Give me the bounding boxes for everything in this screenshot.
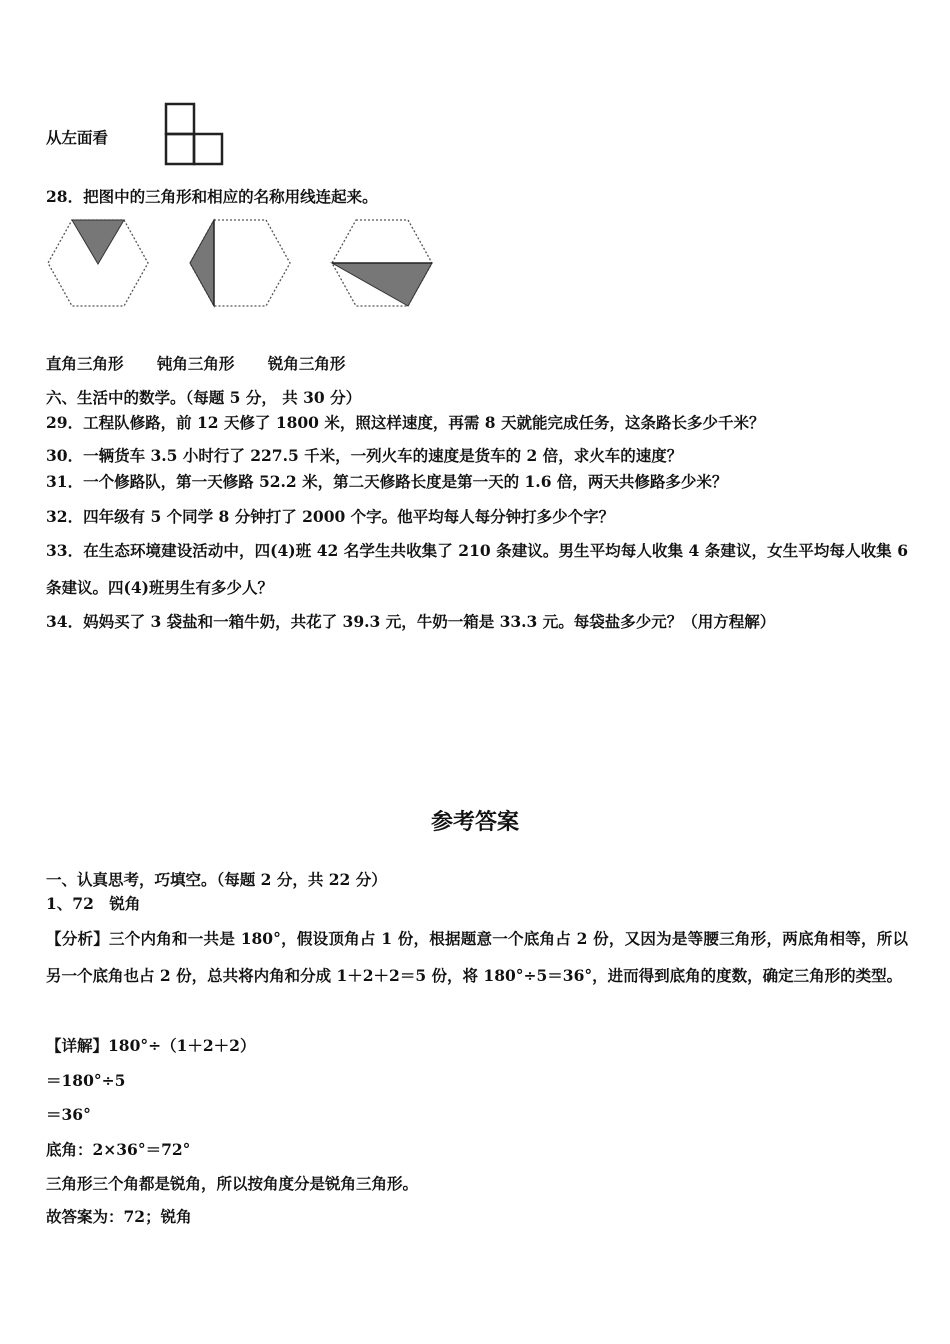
name-acute-triangle: 锐角三角形 — [267, 354, 346, 373]
analysis-paragraph: 【分析】三个内角和一共是 180°，假设顶角占 1 份，根据题意一个底角占 2 份，又因为是等腰三角形，两底角相等，所以另一个底角也占 2 份，总共将内角和分成 1＋2＋2＝5 份，将 180°÷5＝36°，进而得到底角的度数，确定三角形的类型。 — [46, 929, 908, 985]
name-obtuse-triangle: 钝角三角形 — [156, 354, 235, 373]
question-28: 28．把图中的三角形和相应的名称用线连起来。 — [46, 187, 378, 206]
detail-line-1: 【详解】180°÷（1＋2＋2） — [46, 1036, 256, 1055]
detail-line-5: 三角形三个角都是锐角，所以按角度分是锐角三角形。 — [46, 1174, 419, 1193]
question-32: 32．四年级有 5 个同学 8 分钟打了 2000 个字。他平均每人每分钟打多少个字？ — [46, 507, 615, 526]
detail-line-3: ＝36° — [46, 1105, 91, 1124]
question-34: 34．妈妈买了 3 袋盐和一箱牛奶，共花了 39.3 元，牛奶一箱是 33.3 元。每袋盐多少元？（用方程解） — [46, 612, 776, 631]
detail-line-6: 故答案为：72；锐角 — [46, 1207, 192, 1226]
question-31: 31．一个修路队，第一天修路 52.2 米，第二天修路长度是第一天的 1.6 倍，两天共修路多少米？ — [46, 472, 728, 491]
question-29: 29．工程队修路，前 12 天修了 1800 米，照这样速度，再需 8 天就能完成任务，这条路长多少千米？ — [46, 413, 765, 432]
hexagon-figure-1 — [46, 218, 150, 308]
section-1-heading: 一、认真思考，巧填空。（每题 2 分，共 22 分） — [46, 870, 387, 889]
section-6-heading: 六、生活中的数学。（每题 5 分， 共 30 分） — [46, 388, 362, 407]
detail-line-2: ＝180°÷5 — [46, 1071, 126, 1090]
question-33: 33．在生态环境建设活动中，四(4)班 42 名学生共收集了 210 条建议。男生平均每人收集 4 条建议，女生平均每人收集 6 条建议。四(4)班男生有多少人？ — [46, 541, 908, 597]
hexagon-figure-2 — [188, 218, 292, 308]
answer-title: 参考答案 — [430, 810, 519, 835]
question-30: 30．一辆货车 3.5 小时行了 227.5 千米，一列火车的速度是货车的 2 倍，求火车的速度？ — [46, 446, 683, 465]
hexagon-figure-3 — [330, 218, 434, 308]
detail-line-4: 底角：2×36°＝72° — [46, 1140, 191, 1159]
left-view-figure — [164, 102, 226, 166]
name-right-triangle: 直角三角形 — [46, 354, 124, 373]
answer-1: 1、72 锐角 — [46, 894, 141, 913]
triangle-names — [46, 354, 373, 374]
left-view-label: 从左面看 — [46, 128, 109, 147]
